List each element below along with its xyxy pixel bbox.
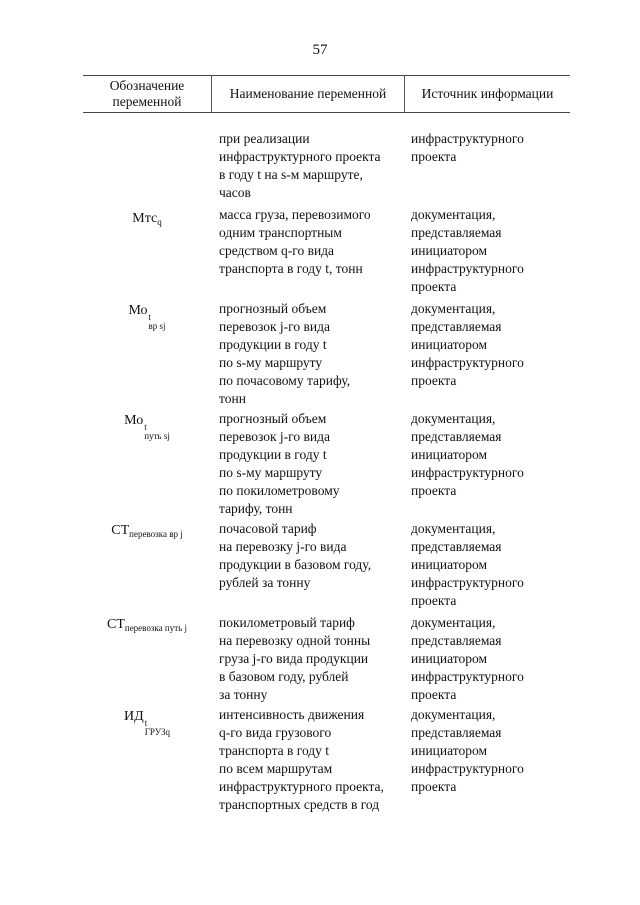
variable-name: почасовой тариф на перевозку j-го вида продукции в базовом году, рублей за тонну bbox=[219, 521, 372, 590]
symbol-base: СТ bbox=[106, 617, 125, 632]
symbol-indices bbox=[145, 719, 170, 737]
symbol-base: Мтс bbox=[132, 211, 158, 226]
symbol-subscript: вр sj bbox=[148, 321, 166, 331]
table-header-rule bbox=[83, 112, 570, 113]
variable-symbol bbox=[83, 302, 211, 331]
variable-symbol bbox=[83, 522, 211, 543]
variable-name: масса груза, перевозимого одним транспортным средством q-го вида транспорта в году t, тонн bbox=[219, 207, 371, 276]
variable-symbol bbox=[83, 616, 211, 637]
variable-name: покилометровый тариф на перевозку одной тонны груза j-го вида продукции в базовом году, рублей за тонну bbox=[219, 615, 371, 702]
information-source: документация, представляемая инициатором инфраструктурного проекта bbox=[411, 615, 524, 702]
variable-name: интенсивность движения q-го вида грузового транспорта в году t по всем маршрутам инфраструктурного проекта, транспортных средств в год bbox=[219, 707, 384, 812]
variable-name: прогнозный объем перевозок j-го вида продукции в году t по s-му маршруту по почасовому тарифу, тонн bbox=[219, 301, 351, 406]
symbol-indices bbox=[144, 423, 170, 441]
variable-symbol bbox=[83, 412, 211, 441]
symbol-superscript: t bbox=[144, 422, 147, 432]
variable-symbol bbox=[83, 708, 211, 737]
header-variable-name: Наименование переменной bbox=[229, 85, 387, 101]
symbol-superscript: t bbox=[144, 718, 148, 728]
variable-name: прогнозный объем перевозок j-го вида продукции в году t по s-му маршруту по покилометровому тарифу, тонн bbox=[219, 411, 340, 516]
symbol-base: Мо bbox=[128, 303, 148, 318]
page-number: 57 bbox=[312, 42, 328, 58]
variable-name: при реализации инфраструктурного проекта в году t на s-м маршруте, часов bbox=[219, 131, 381, 200]
symbol-base: СТ bbox=[111, 523, 130, 538]
information-source: документация, представляемая инициатором инфраструктурного проекта bbox=[411, 301, 524, 388]
information-source: инфраструктурного проекта bbox=[411, 131, 524, 164]
symbol-subscript: q bbox=[157, 217, 162, 227]
variable-symbol bbox=[83, 210, 211, 231]
information-source: документация, представляемая инициатором инфраструктурного проекта bbox=[411, 411, 524, 498]
symbol-indices bbox=[149, 313, 166, 331]
symbol-base: Мо bbox=[124, 413, 144, 428]
header-information-source: Источник информации bbox=[421, 85, 554, 101]
symbol-superscript: t bbox=[148, 312, 152, 322]
symbol-base: ИД bbox=[124, 709, 144, 724]
information-source: документация, представляемая инициатором инфраструктурного проекта bbox=[411, 521, 524, 608]
symbol-subscript: перевозка путь j bbox=[124, 623, 188, 633]
header-variable-symbol: Обозначение переменной bbox=[109, 77, 185, 109]
symbol-subscript: ГРУЗq bbox=[144, 727, 170, 737]
symbol-subscript: путь sj bbox=[144, 431, 170, 441]
information-source: документация, представляемая инициатором инфраструктурного проекта bbox=[411, 207, 524, 294]
information-source: документация, представляемая инициатором инфраструктурного проекта bbox=[411, 707, 524, 794]
symbol-subscript: перевозка вр j bbox=[129, 529, 183, 539]
